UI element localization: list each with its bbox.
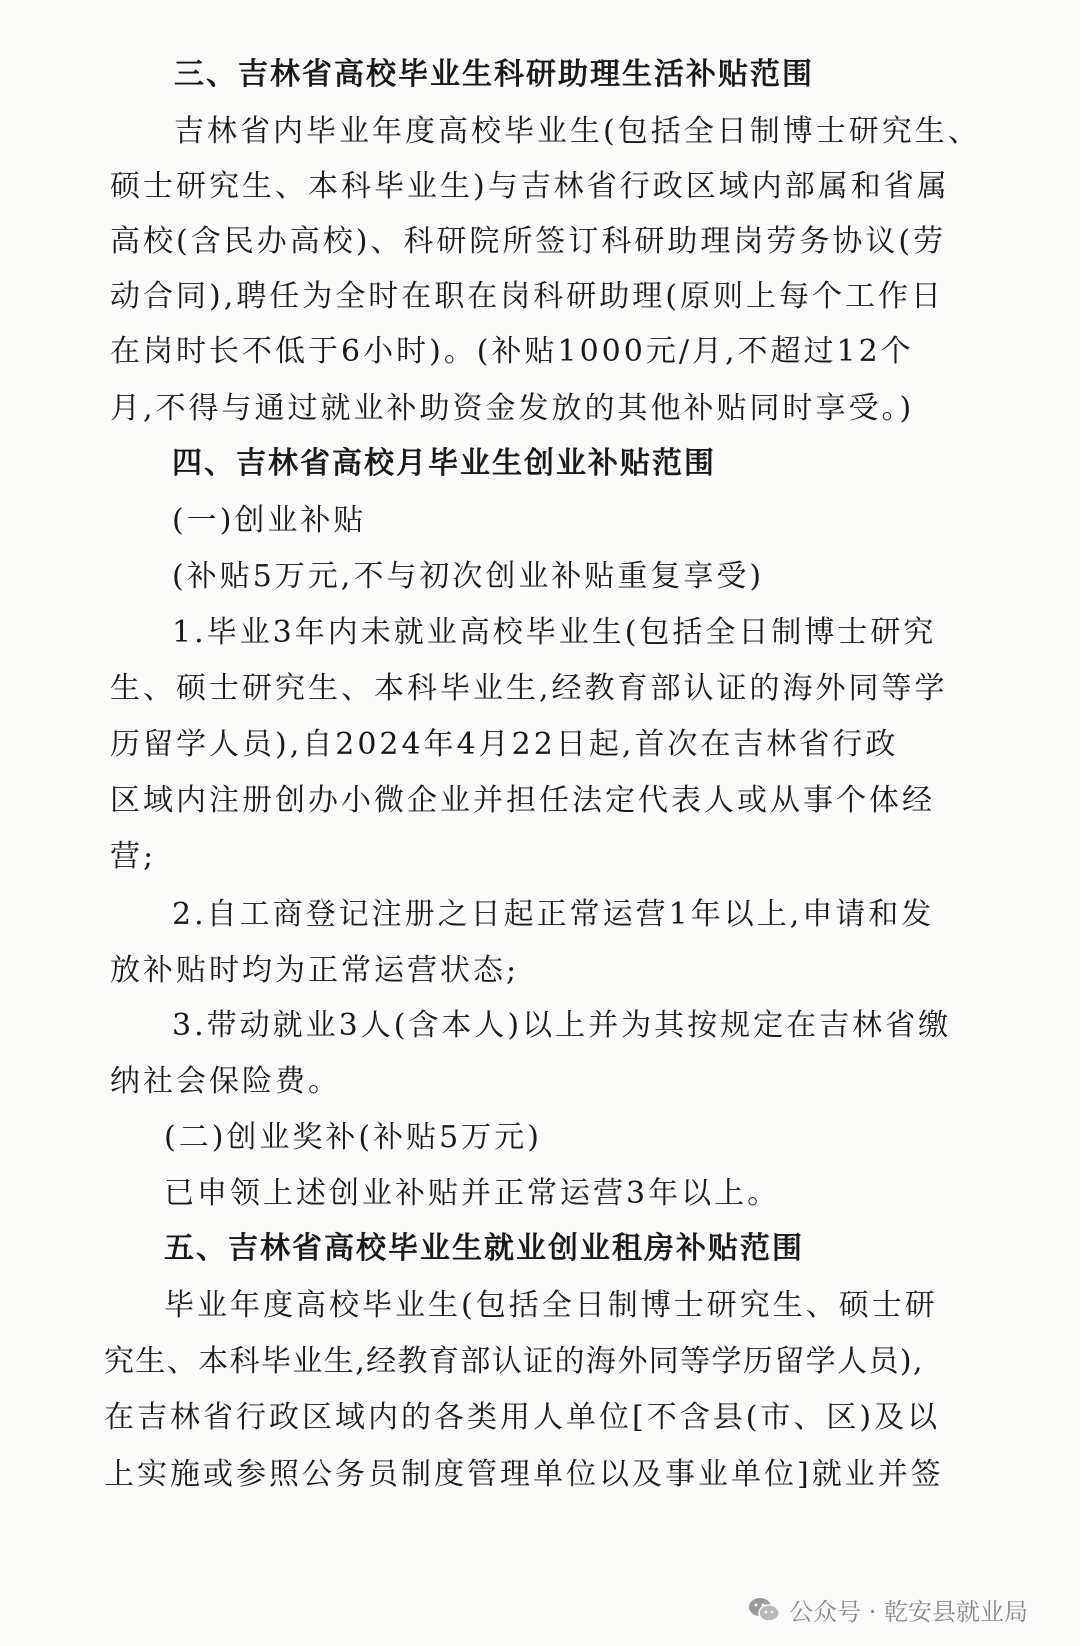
subsection-1-title: (一)创业补贴: [172, 503, 367, 538]
item-2-line-2: 放补贴时均为正常运营状态;: [110, 953, 520, 988]
section-5-heading: 五、吉林省高校毕业生就业创业租房补贴范围: [164, 1231, 804, 1266]
section-5-line-2: 究生、本科毕业生,经教育部认证的海外同等学历留学人员),: [104, 1344, 924, 1379]
section-3-line-1: 吉林省内毕业年度高校毕业生(包括全日制博士研究生、: [174, 114, 981, 149]
item-1-line-4: 区域内注册创办小微企业并担任法定代表人或从事个体经: [110, 783, 935, 818]
wechat-icon: [747, 1595, 781, 1625]
section-3-line-2: 硕士研究生、本科毕业生)与吉林省行政区域内部属和省属: [110, 169, 950, 204]
section-4-heading: 四、吉林省高校月毕业生创业补贴范围: [172, 446, 716, 481]
item-1-line-2: 生、硕士研究生、本科毕业生,经教育部认证的海外同等学: [110, 671, 948, 706]
section-3-line-3: 高校(含民办高校)、科研院所签订科研助理岗劳务协议(劳: [110, 224, 947, 259]
item-1-line-5: 营;: [110, 839, 157, 874]
section-3-heading: 三、吉林省高校毕业生科研助理生活补贴范围: [174, 57, 814, 92]
item-3-line-1: 3.带动就业3人(含本人)以上并为其按规定在吉林省缴: [172, 1008, 952, 1043]
watermark: [747, 1592, 1028, 1627]
item-1-line-1: 1.毕业3年内未就业高校毕业生(包括全日制博士研究: [172, 615, 937, 650]
section-3-line-5: 在岗时长不低于6小时)。(补贴1000元/月,不超过12个: [110, 334, 914, 369]
subsection-1-note: (补贴5万元,不与初次创业补贴重复享受): [172, 559, 765, 594]
item-1-line-3: 历留学人员),自2024年4月22日起,首次在吉林省行政: [110, 727, 899, 762]
item-2-line-1: 2.自工商登记注册之日起正常运营1年以上,申请和发: [172, 897, 935, 932]
item-3-line-2: 纳社会保险费。: [110, 1064, 341, 1099]
subsection-2-title: (二)创业奖补(补贴5万元): [164, 1120, 542, 1155]
section-5-line-3: 在吉林省行政区域内的各类用人单位[不含县(市、区)及以: [104, 1400, 941, 1435]
section-3-line-4: 动合同),聘任为全时在职在岗科研助理(原则上每个工作日: [110, 279, 944, 314]
section-5-line-4: 上实施或参照公务员制度管理单位以及事业单位]就业并签: [104, 1457, 944, 1492]
watermark-text: 公众号 · 乾安县就业局: [789, 1598, 1028, 1626]
section-3-line-6: 月,不得与通过就业补助资金发放的其他补贴同时享受。): [110, 391, 915, 426]
section-5-line-1: 毕业年度高校毕业生(包括全日制博士研究生、硕士研: [164, 1288, 938, 1323]
subsection-2-text: 已申领上述创业补贴并正常运营3年以上。: [164, 1176, 781, 1211]
